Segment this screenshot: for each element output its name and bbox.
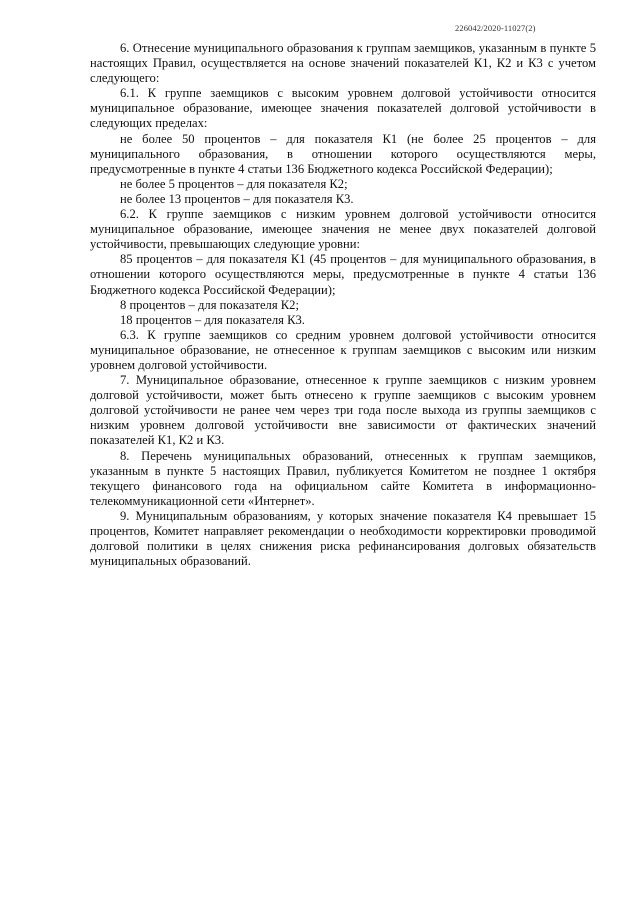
paragraph-8: 8. Перечень муниципальных образований, отнесенных к группам заемщиков, указанным в пункте 5 настоящих Правил, публикуется Комитетом не позднее 1 октября текущего финансового года на официальном сайте Комитета в информационно-телекоммуникационной сети «Интернет». xyxy=(90,448,596,508)
paragraph-6-2: 6.2. К группе заемщиков с низким уровнем долговой устойчивости относится муниципальное образование, имеющее значения не менее двух показателей долговой устойчивости, превышающих следующие уровни: xyxy=(90,207,596,252)
paragraph-6-2-k2-level: 8 процентов – для показателя К2; xyxy=(120,297,299,312)
paragraph-6-2-k3-level: 18 процентов – для показателя К3. xyxy=(120,312,305,327)
paragraph-6-3: 6.3. К группе заемщиков со средним уровнем долговой устойчивости относится муниципальное образование, не отнесенное к группам заемщиков с высоким или низким уровнем долговой устойчивости. xyxy=(90,327,596,372)
paragraph-7: 7. Муниципальное образование, отнесенное к группе заемщиков с низким уровнем долговой устойчивости, может быть отнесено к группе заемщиков с высоким уровнем долговой устойчивости не ранее чем через три года после выхода из группы заемщиков с низким уровнем долговой устойчивости вне зависимости от фактических значений показателей К1, К2 и К3. xyxy=(90,373,596,448)
paragraph-6-1: 6.1. К группе заемщиков с высоким уровнем долговой устойчивости относится муниципальное образование, имеющее значения показателей долговой устойчивости в следующих пределах: xyxy=(90,86,596,131)
document-registration-number: 226042/2020-11027(2) xyxy=(455,23,536,33)
document-body xyxy=(90,41,596,569)
paragraph-6-1-k3-limit: не более 13 процентов – для показателя К3. xyxy=(120,191,354,206)
paragraph-6-1-k1-limit: не более 50 процентов – для показателя К1 (не более 25 процентов – для муниципального образования, в отношении которого осуществляются меры, предусмотренные в пункте 4 статьи 136 Бюджетного кодекса Российской Федерации); xyxy=(90,131,596,176)
paragraph-9: 9. Муниципальным образованиям, у которых значение показателя К4 превышает 15 процентов, Комитет направляет рекомендации о необходимости корректировки проводимой долговой политики в целях снижения риска рефинансирования долговых обязательств муниципальных образований. xyxy=(90,508,596,569)
paragraph-6-1-k2-limit: не более 5 процентов – для показателя К2; xyxy=(120,176,348,191)
paragraph-6-2-k1-level: 85 процентов – для показателя К1 (45 процентов – для муниципального образования, в отношении которого осуществляются меры, предусмотренные в пункте 4 статьи 136 Бюджетного кодекса Российской Федерации); xyxy=(90,252,596,297)
paragraph-6: 6. Отнесение муниципального образования к группам заемщиков, указанным в пункте 5 настоящих Правил, осуществляется на основе значений показателей К1, К2 и К3 с учетом следующего: xyxy=(90,41,596,86)
